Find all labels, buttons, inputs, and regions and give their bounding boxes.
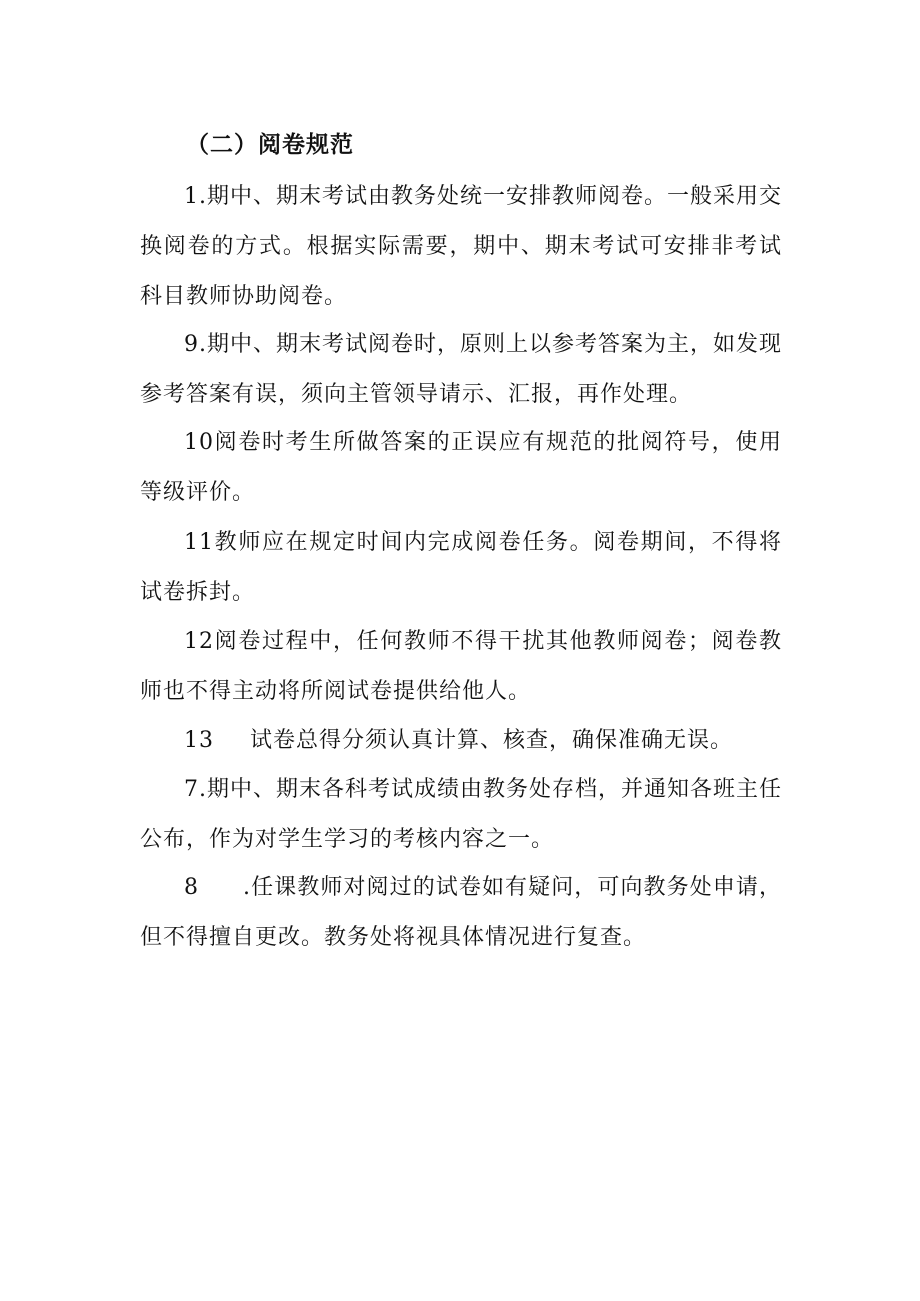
item-text: .期中、期末各科考试成绩由教务处存档，并通知各班主任公布，作为对学生学习的考核内容之一。 [140, 777, 782, 852]
paragraph-item-11 [140, 518, 782, 618]
item-text: 期中、期末考试由教务处统一安排教师阅卷。一般采用交换阅卷的方式。根据实际需要，期中、期末考试可安排非考试科目教师协助阅卷。 [140, 184, 783, 309]
item-number: 1. [184, 184, 207, 209]
paragraph-item-1 [140, 172, 782, 322]
item-number: 10 [184, 430, 214, 455]
item-number: 13 [184, 728, 214, 753]
item-text: 教师应在规定时间内完成阅卷任务。阅卷期间，不得将试卷拆封。 [140, 530, 782, 605]
section-heading: （二）阅卷规范 [186, 131, 354, 158]
paragraph-item-12 [140, 617, 782, 717]
paragraph-item-7 [140, 765, 782, 865]
item-number: 9 [184, 332, 199, 357]
paragraph-item-10 [140, 418, 782, 518]
item-number: 8 [184, 875, 199, 900]
item-text: 阅卷时考生所做答案的正误应有规范的批阅符号，使用等级评价。 [140, 430, 782, 505]
paragraph-item-9 [140, 320, 782, 420]
paragraph-item-13 [140, 716, 782, 766]
item-number: 7 [184, 777, 199, 802]
item-number: 11 [184, 530, 214, 555]
item-text: .任课教师对阅过的试卷如有疑问，可向教务处申请，但不得擅自更改。教务处将视具体情况进行复查。 [140, 875, 782, 950]
item-text: 阅卷过程中，任何教师不得干扰其他教师阅卷；阅卷教师也不得主动将所阅试卷提供给他人。 [140, 629, 782, 704]
item-text: .期中、期末考试阅卷时，原则上以参考答案为主，如发现参考答案有误，须向主管领导请示、汇报，再作处理。 [140, 332, 782, 407]
item-number: 12 [184, 629, 214, 654]
paragraph-item-8 [140, 863, 782, 963]
item-text: 试卷总得分须认真计算、核查，确保准确无误。 [250, 728, 734, 753]
